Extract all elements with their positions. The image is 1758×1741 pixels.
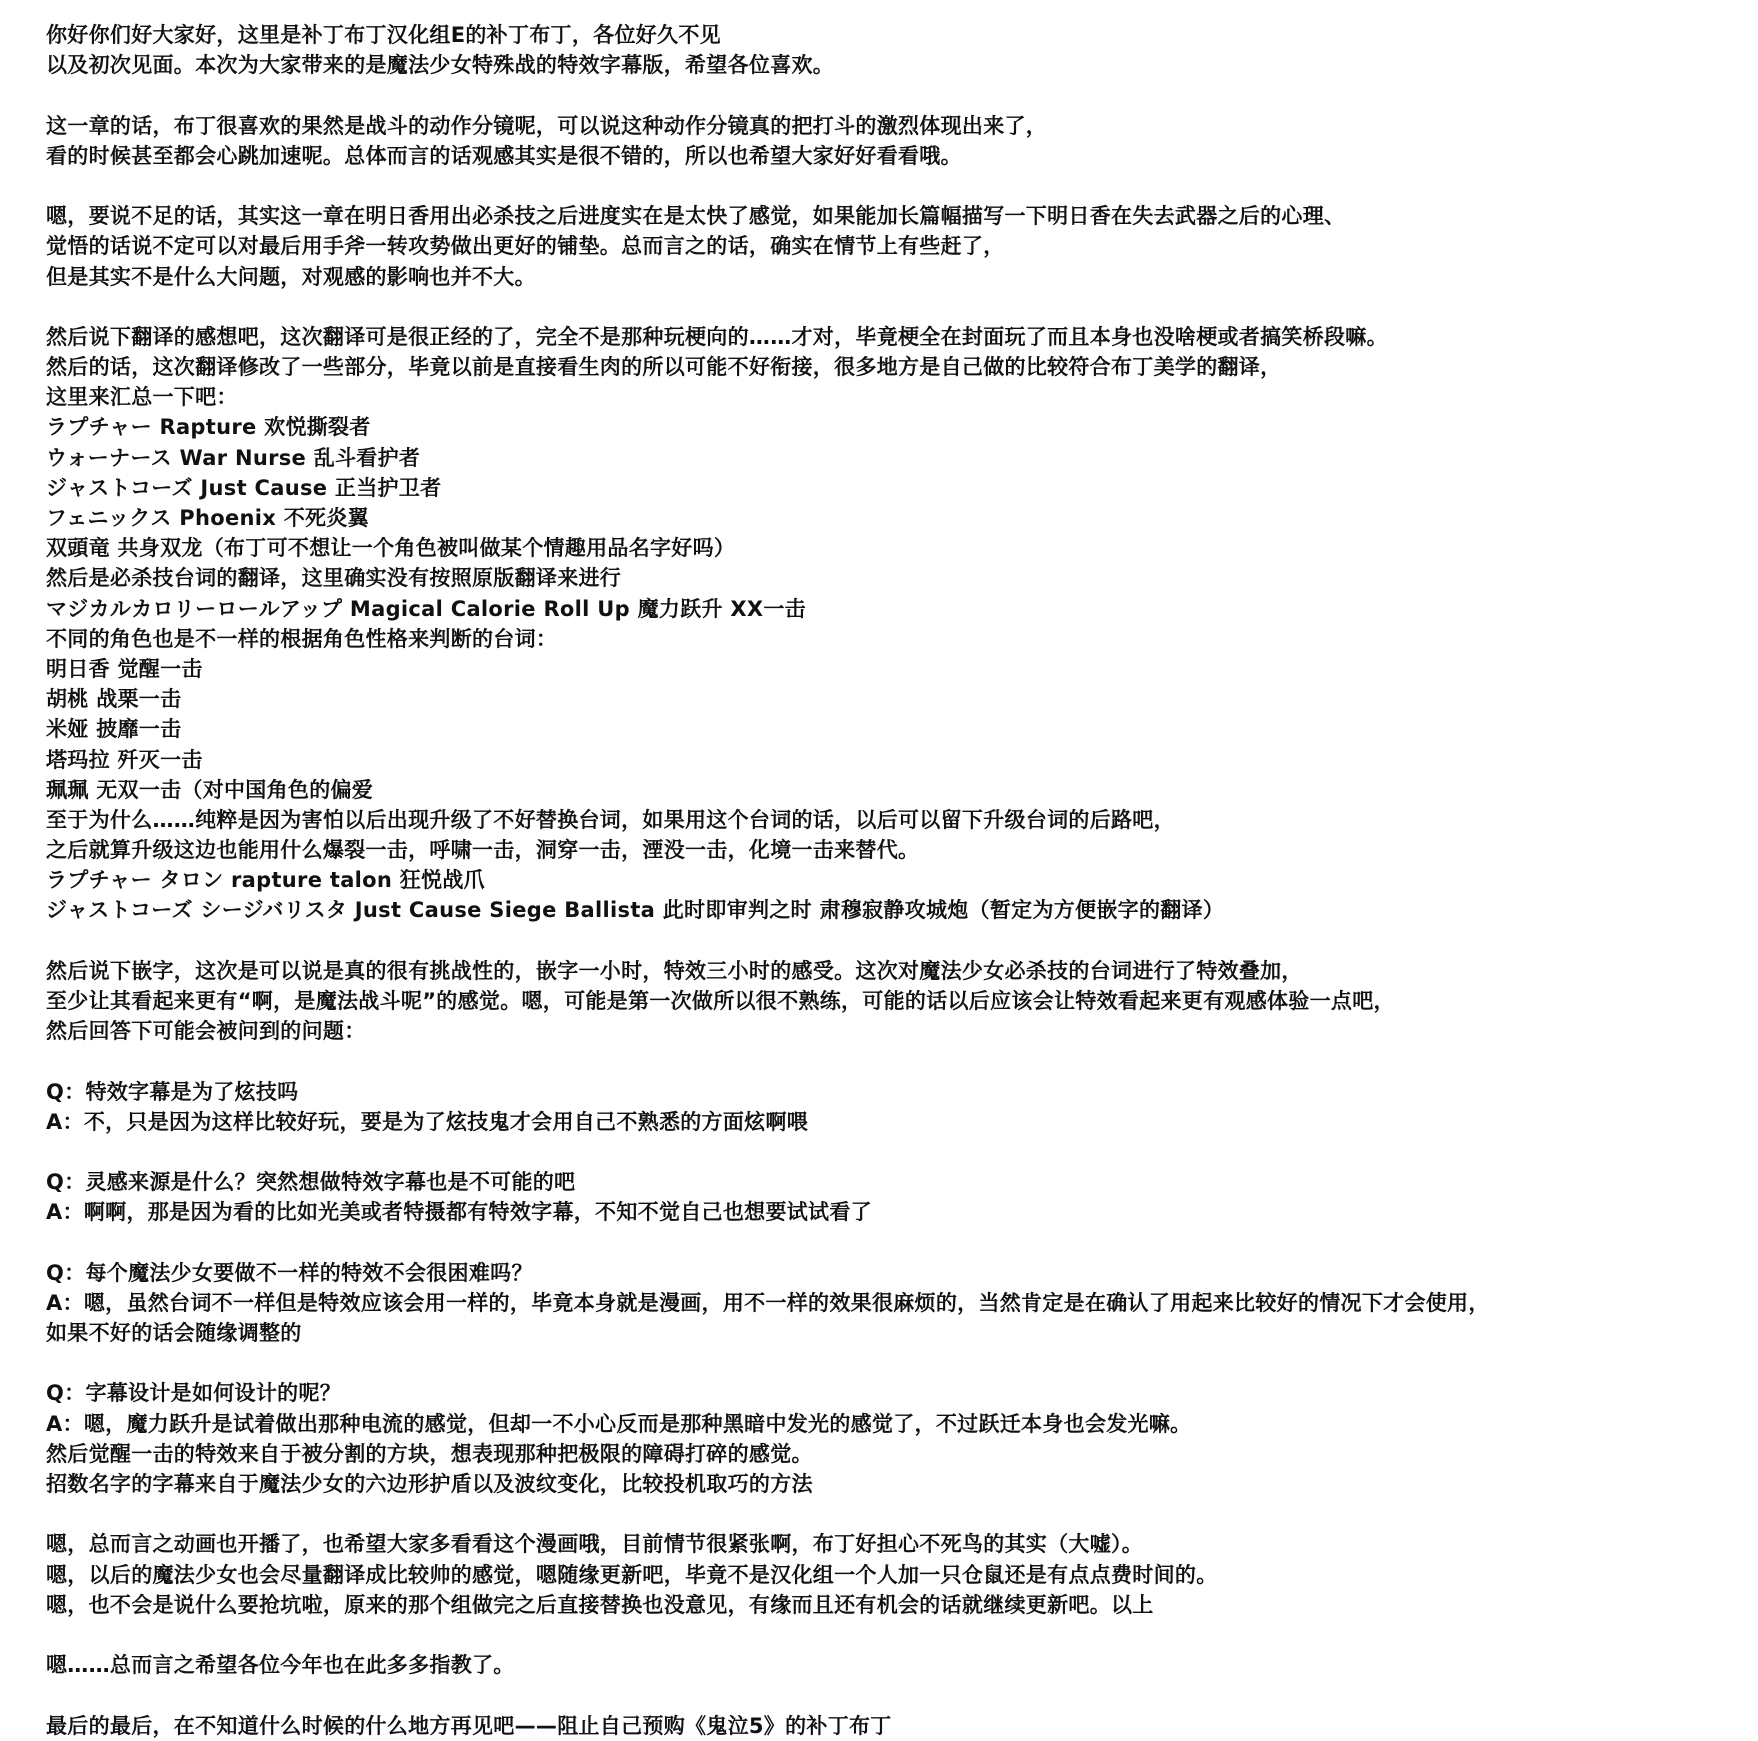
text-line: 这里来汇总一下吧： [46,385,238,410]
paragraph [46,1077,1746,1137]
text-line: 觉悟的话说不定可以对最后用手斧一转攻势做出更好的铺垫。总而言之的话，确实在情节上有些赶了， [46,234,1005,259]
text-line: 双頭竜 共身双龙（布丁可不想让一个角色被叫做某个情趣用品名字好吗） [46,536,736,561]
text-line: 之后就算升级这边也能用什么爆裂一击，呼啸一击，洞穿一击，湮没一击，化境一击来替代。 [46,838,920,863]
text-line: 看的时候甚至都会心跳加速呢。总体而言的话观感其实是很不错的，所以也希望大家好好看看哦。 [46,143,962,168]
text-line: 然后的话，这次翻译修改了一些部分，毕竟以前是直接看生肉的所以可能不好衔接，很多地方是自己做的比较符合布丁美学的翻译， [46,355,1282,380]
text-line: A：啊啊，那是因为看的比如光美或者特摄都有特效字幕，不知不觉自己也想要试试看了 [46,1200,872,1225]
translator-notes-document [46,20,1746,1741]
text-line: 至于为什么……纯粹是因为害怕以后出现升级了不好替换台词，如果用这个台词的话，以后可以留下升级台词的后路吧， [46,807,1175,832]
text-line: 然后觉醒一击的特效来自于被分割的方块，想表现那种把极限的障碍打碎的感觉。 [46,1441,813,1466]
text-line: ジャストコーズ シージバリスタ Just Cause Siege Ballista 此时即审判之时 肃穆寂静攻城炮（暂定为方便嵌字的翻译） [46,898,1225,923]
text-line: マジカルカロリーロールアップ Magical Calorie Roll Up 魔力跃升 XX一击 [46,596,806,621]
text-line: 嗯，要说不足的话，其实这一章在明日香用出必杀技之后进度实在是太快了感觉，如果能加长篇幅描写一下明日香在失去武器之后的心理、 [46,204,1346,229]
paragraph-gap [46,1499,1746,1529]
paragraph [46,956,1746,1047]
text-line: ジャストコーズ Just Cause 正当护卫者 [46,475,442,500]
paragraph-gap [46,1680,1746,1710]
text-line: 米娅 披靡一击 [46,717,182,742]
text-line: 如果不好的话会随缘调整的 [46,1321,302,1346]
text-line: 塔玛拉 歼灭一击 [46,747,203,772]
text-line: 最后的最后，在不知道什么时候的什么地方再见吧——阻止自己预购《鬼泣5》的补丁布丁 [46,1713,892,1738]
text-line: 然后回答下可能会被问到的问题： [46,1019,366,1044]
paragraph-gap [46,1620,1746,1650]
text-line: 招数名字的字幕来自于魔法少女的六边形护盾以及波纹变化，比较投机取巧的方法 [46,1472,813,1496]
paragraph-gap [46,80,1746,110]
paragraph [46,1167,1746,1227]
text-line: Q：字幕设计是如何设计的呢？ [46,1381,342,1406]
text-line: 至少让其看起来更有“啊，是魔法战斗呢”的感觉。嗯，可能是第一次做所以很不熟练，可能的话以后应该会让特效看起来更有观感体验一点吧， [46,989,1395,1013]
paragraph [46,1529,1746,1620]
paragraph [46,201,1746,292]
text-line: A：嗯，虽然台词不一样但是特效应该会用一样的，毕竟本身就是漫画，用不一样的效果很麻烦的，当然肯定是在确认了用起来比较好的情况下才会使用， [46,1290,1490,1315]
text-line: 不同的角色也是不一样的根据角色性格来判断的台词： [46,626,558,651]
text-line: フェニックス Phoenix 不死炎翼 [46,506,369,530]
text-line: 然后说下翻译的感想吧，这次翻译可是很正经的了，完全不是那种玩梗向的……才对，毕竟梗全在封面玩了而且本身也没啥梗或者搞笑桥段嘛。 [46,324,1388,349]
text-line: 明日香 觉醒一击 [46,656,203,681]
text-line: 嗯，以后的魔法少女也会尽量翻译成比较帅的感觉，嗯随缘更新吧，毕竟不是汉化组一个人加一只仓鼠还是有点点费时间的。 [46,1562,1218,1587]
text-line: 嗯……总而言之希望各位今年也在此多多指教了。 [46,1653,515,1678]
text-line: A：不，只是因为这样比较好玩，要是为了炫技鬼才会用自己不熟悉的方面炫啊喂 [46,1109,809,1134]
text-line: ウォーナース War Nurse 乱斗看护者 [46,445,421,470]
paragraph-gap [46,171,1746,201]
text-line: Q：每个魔法少女要做不一样的特效不会很困难吗？ [46,1260,533,1285]
text-line: 然后说下嵌字，这次是可以说是真的很有挑战性的，嵌字一小时，特效三小时的感受。这次对魔法少女必杀技的台词进行了特效叠加， [46,958,1303,983]
paragraph-gap [46,292,1746,322]
text-line: 珮珮 无双一击（对中国角色的偏爱 [46,777,374,802]
text-line: 嗯，总而言之动画也开播了，也希望大家多看看这个漫画哦，目前情节很紧张啊，布丁好担心不死鸟的其实（大嘘）。 [46,1532,1144,1557]
paragraph [46,322,1746,926]
text-line: 你好你们好大家好，这里是补丁布丁汉化组E的补丁布丁，各位好久不见 [46,23,721,47]
text-line: 以及初次见面。本次为大家带来的是魔法少女特殊战的特效字幕版，希望各位喜欢。 [46,53,835,78]
text-line: 胡桃 战栗一击 [46,687,182,712]
text-line: Q：特效字幕是为了炫技吗 [46,1079,299,1104]
paragraph [46,1258,1746,1349]
text-line: 然后是必杀技台词的翻译，这里确实没有按照原版翻译来进行 [46,566,622,591]
paragraph-gap [46,1348,1746,1378]
paragraph [46,1378,1746,1499]
text-line: 这一章的话，布丁很喜欢的果然是战斗的动作分镜呢，可以说这种动作分镜真的把打斗的激烈体现出来了， [46,113,1048,138]
text-line: 嗯，也不会是说什么要抢坑啦，原来的那个组做完之后直接替换也没意见，有缘而且还有机会的话就继续更新吧。以上 [46,1592,1154,1617]
paragraph [46,20,1746,80]
text-line: ラプチャー Rapture 欢悦撕裂者 [46,415,371,440]
paragraph [46,1650,1746,1680]
text-line: A：嗯，魔力跃升是试着做出那种电流的感觉，但却一不小心反而是那种黑暗中发光的感觉了，不过跃迁本身也会发光嘛。 [46,1411,1192,1436]
paragraph-gap [46,1228,1746,1258]
paragraph-gap [46,926,1746,956]
text-line: 但是其实不是什么大问题，对观感的影响也并不大。 [46,264,536,289]
text-line: ラプチャー タロン rapture talon 狂悦战爪 [46,868,485,893]
paragraph [46,1711,1746,1741]
paragraph [46,111,1746,171]
paragraph-gap [46,1046,1746,1076]
text-line: Q：灵感来源是什么？突然想做特效字幕也是不可能的吧 [46,1170,576,1195]
paragraph-gap [46,1137,1746,1167]
